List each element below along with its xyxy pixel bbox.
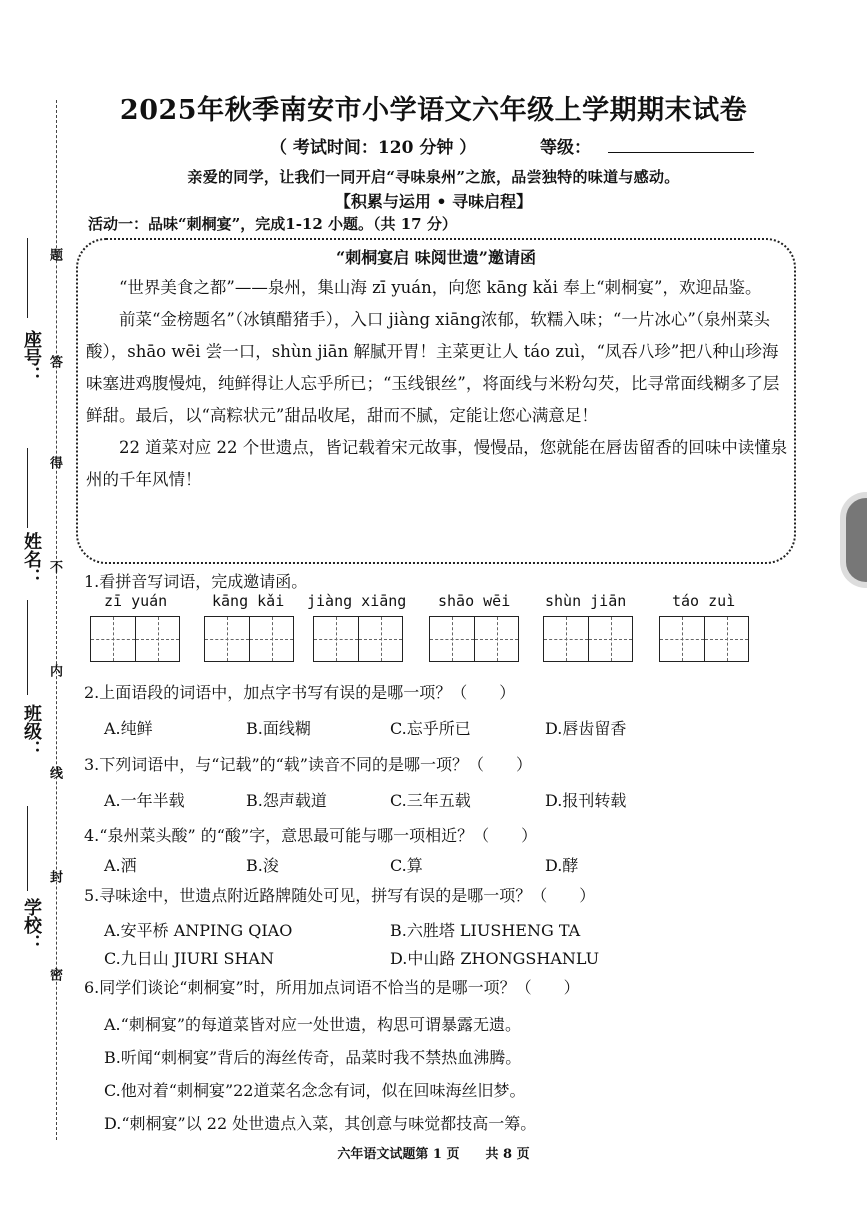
scroll-handle[interactable]	[846, 498, 867, 582]
option[interactable]: A.“刺桐宴”的每道菜皆对应一处世遗，构思可谓暴露无遗。	[104, 1015, 522, 1034]
activity-heading: 活动一：品味“刺桐宴”，完成1-12 小题。（共 17 分）	[88, 215, 457, 233]
option[interactable]: D.报刊转载	[545, 791, 627, 810]
invitation-title: “刺桐宴启 味阅世遗”邀请函	[336, 248, 536, 267]
binding-char: 答	[47, 355, 62, 368]
question-3: 3.下列词语中，与“记载”的“载”读音不同的是哪一项？（ ）	[84, 755, 532, 774]
option[interactable]: A.纯鲜	[104, 719, 153, 738]
invitation-paragraph: 前菜“金榜题名”（冰镇醋猪手），入口 jiàng xiāng浓郁，软糯入味；“一片冰心”（泉州菜头酸），shāo wēi 尝一口，shùn jiān 解腻开胃！主菜更让人 táo zuì，“凤吞八珍”把八种山珍海味塞进鸡腹慢炖，纯鲜得让人忘乎所已；“玉线银丝”，将面线与米粉勾芡，比寻常面线糊多了层鲜甜。最后，以“高粽状元”甜品收尾，甜而不腻，定能让您心满意足！	[86, 310, 780, 425]
binding-char: 不	[47, 560, 62, 573]
answer-grid-2[interactable]	[204, 616, 294, 662]
option[interactable]: B.面线糊	[246, 719, 311, 738]
pinyin-label: kāng kǎi	[212, 592, 285, 610]
answer-grid-5[interactable]	[543, 616, 633, 662]
option[interactable]: A.一年半载	[104, 791, 185, 810]
option[interactable]: B.怨声载道	[246, 791, 327, 810]
option[interactable]: A.洒	[104, 856, 137, 875]
invitation-body	[86, 272, 790, 496]
option[interactable]: B.六胜塔 LIUSHENG TA	[390, 921, 581, 940]
name-label: 姓名：	[21, 532, 42, 586]
intro-text: 亲爱的同学，让我们一同开启“寻味泉州”之旅，品尝独特的味道与感动。	[187, 168, 680, 186]
page-footer: 六年语文试题第 1 页 共 8 页	[337, 1147, 530, 1162]
grade-label: 等级：	[540, 138, 591, 158]
option[interactable]: D.“刺桐宴”以 22 处世遗点入菜，其创意与味觉都技高一筹。	[104, 1114, 537, 1133]
option[interactable]: C.九日山 JIURI SHAN	[104, 949, 274, 968]
pinyin-label: shùn jiān	[545, 592, 627, 610]
binding-char: 得	[47, 456, 62, 469]
answer-grid-6[interactable]	[659, 616, 749, 662]
answer-grid-4[interactable]	[429, 616, 519, 662]
seat-number-line[interactable]	[27, 238, 28, 318]
school-label: 学校：	[21, 898, 42, 952]
option[interactable]: A.安平桥 ANPING QIAO	[104, 921, 293, 940]
binding-char: 密	[47, 968, 62, 981]
invitation-paragraph: “世界美食之都”——泉州，集山海 zī yuán，向您 kāng kǎi 奉上“刺桐宴”，欢迎品鉴。	[119, 278, 762, 297]
question-4: 4.“泉州菜头酸” 的“酸”字，意思最可能与哪一项相近？（ ）	[84, 826, 538, 845]
exam-duration: （ 考试时间：120 分钟 ）	[270, 138, 477, 158]
binding-char: 题	[47, 248, 62, 261]
pinyin-label: zī yuán	[104, 592, 168, 610]
class-line[interactable]	[27, 600, 28, 695]
option[interactable]: D.中山路 ZHONGSHANLU	[390, 949, 600, 968]
grade-field[interactable]	[608, 152, 754, 153]
question-6: 6.同学们谈论“刺桐宴”时，所用加点词语不恰当的是哪一项？（ ）	[84, 978, 580, 997]
name-line[interactable]	[27, 448, 28, 528]
school-line[interactable]	[27, 806, 28, 891]
section-heading: 【积累与运用 • 寻味启程】	[334, 192, 533, 211]
pinyin-label: jiàng xiāng	[307, 592, 407, 610]
option[interactable]: C.他对着“刺桐宴”22道菜名念念有词，似在回味海丝旧梦。	[104, 1081, 526, 1100]
option[interactable]: D.唇齿留香	[545, 719, 627, 738]
option[interactable]: C.忘乎所已	[390, 719, 471, 738]
answer-grid-3[interactable]	[313, 616, 403, 662]
pinyin-label: táo zuì	[672, 592, 736, 610]
question-1: 1.看拼音写词语，完成邀请函。	[84, 572, 308, 591]
pinyin-label: shāo wēi	[438, 592, 511, 610]
question-5: 5.寻味途中，世遗点附近路牌随处可见，拼写有误的是哪一项？（ ）	[84, 886, 596, 905]
invitation-paragraph: 22 道菜对应 22 个世遗点，皆记载着宋元故事，慢慢品，您就能在唇齿留香的回味中读懂泉州的千年风情！	[86, 438, 788, 489]
answer-grid-1[interactable]	[90, 616, 180, 662]
option[interactable]: C.算	[390, 856, 423, 875]
binding-char: 封	[47, 870, 62, 883]
seat-number-label: 座号：	[21, 330, 42, 384]
option[interactable]: B.浚	[246, 856, 279, 875]
binding-char: 内	[47, 664, 62, 677]
class-label: 班级：	[21, 704, 42, 758]
question-2: 2.上面语段的词语中，加点字书写有误的是哪一项？（ ）	[84, 683, 516, 702]
option[interactable]: C.三年五载	[390, 791, 471, 810]
binding-char: 线	[47, 766, 62, 779]
option[interactable]: B.听闻“刺桐宴”背后的海丝传奇，品菜时我不禁热血沸腾。	[104, 1048, 522, 1067]
option[interactable]: D.酵	[545, 856, 579, 875]
exam-title: 2025年秋季南安市小学语文六年级上学期期末试卷	[119, 95, 748, 126]
